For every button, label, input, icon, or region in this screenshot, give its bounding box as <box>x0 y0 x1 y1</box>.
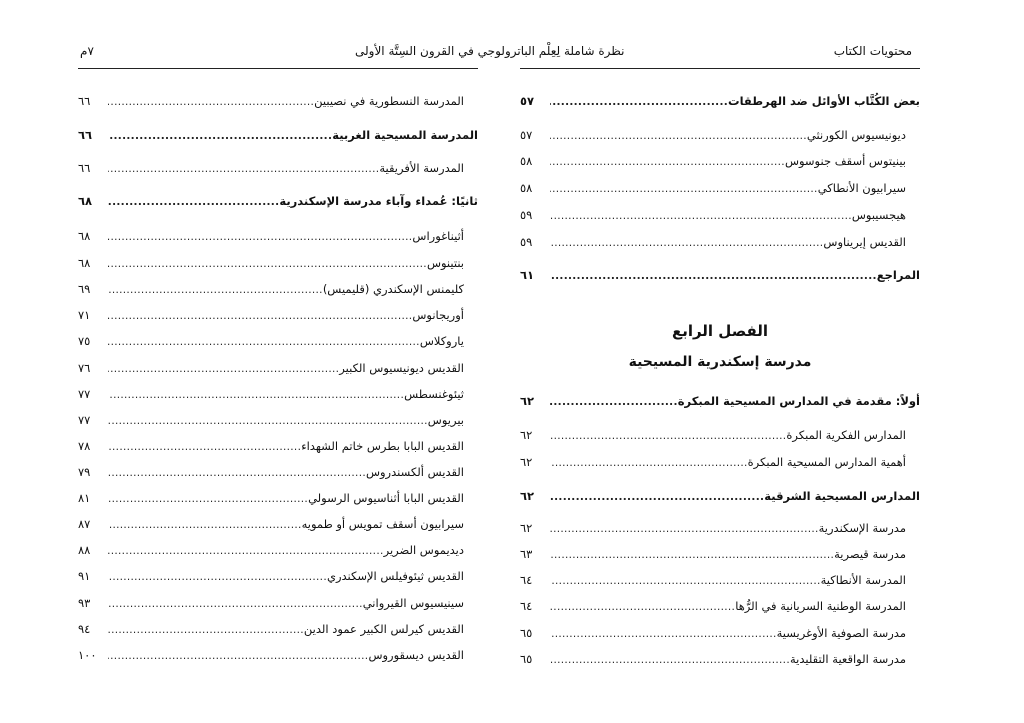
toc-entry <box>520 646 920 666</box>
toc-entry-title: القديس ديسقوروس <box>368 648 464 662</box>
toc-entry-page: ٥٧ <box>520 94 535 108</box>
toc-entry <box>78 616 478 636</box>
toc-entry-title: أوريجانوس <box>412 308 464 322</box>
toc-entry <box>78 381 478 401</box>
toc-entry-title: المدرسة الوطنية السريانية في الرُّها <box>735 599 906 613</box>
toc-entry <box>78 88 478 108</box>
toc-entry-title: أهمية المدارس المسيحية المبكرة <box>747 455 906 469</box>
toc-leader-dots <box>550 183 818 195</box>
toc-entry-page: ٧٦ <box>78 361 91 375</box>
toc-entry-page: ٦٩ <box>78 282 91 296</box>
toc-entry-title: المدرسة النسطورية في نصيبين <box>314 94 464 108</box>
toc-leader-dots <box>550 549 834 561</box>
toc-entry-title: القديس البابا أثناسيوس الرسولي <box>308 491 464 505</box>
toc-entry-title: ثيئوغنسطس <box>404 387 464 401</box>
toc-entry-page: ٦٥ <box>520 652 533 666</box>
toc-entry-page: ٦٢ <box>520 428 533 442</box>
chapter-subtitle: مدرسة إسكندرية المسيحية <box>628 354 812 370</box>
toc-leader-dots <box>108 336 420 348</box>
toc-entry-page: ٨٨ <box>78 543 91 557</box>
toc-entry-title: سيرابيون الأنطاكي <box>817 181 906 195</box>
toc-entry-page: ٦٨ <box>78 256 91 270</box>
toc-leader-dots <box>108 389 404 401</box>
toc-entry-page: ٦٢ <box>520 455 533 469</box>
toc-entry-title: بينيتوس أسقف جنوسوس <box>784 154 906 168</box>
toc-entry-page: ٦٢ <box>520 521 533 535</box>
toc-entry-page: ٩١ <box>78 569 91 583</box>
toc-entry-page: ٦٤ <box>520 599 533 613</box>
toc-leader-dots <box>550 270 877 282</box>
toc-entry-page: ٥٩ <box>520 208 533 222</box>
toc-entry-title: المدرسة الأفريقية <box>379 161 464 175</box>
toc-entry-page: ٨١ <box>78 491 91 505</box>
toc-entry-page: ٧١ <box>78 308 91 322</box>
toc-entry <box>520 483 920 503</box>
toc-leader-dots <box>108 493 308 505</box>
toc-right-column <box>520 0 920 723</box>
header-section-title: محتويات الكتاب <box>833 44 912 58</box>
toc-entry <box>520 175 920 195</box>
toc-entry <box>520 593 920 613</box>
toc-entry-title: المدرسة الأنطاكية <box>820 573 906 587</box>
toc-leader-dots <box>108 571 327 583</box>
toc-leader-dots <box>108 258 427 270</box>
toc-leader-dots <box>550 654 790 666</box>
toc-entry-title: المدرسة المسيحية الغربية <box>332 128 478 142</box>
toc-leader-dots <box>108 415 428 427</box>
toc-entry-title: القديس ديونيسيوس الكبير <box>339 361 464 375</box>
toc-entry-title: أثيناغوراس <box>412 229 464 243</box>
toc-entry <box>78 590 478 610</box>
toc-entry-page: ٦٨ <box>78 229 91 243</box>
toc-entry <box>520 148 920 168</box>
toc-leader-dots <box>550 491 764 503</box>
toc-leader-dots <box>108 467 366 479</box>
toc-leader-dots <box>108 441 301 453</box>
toc-entry <box>520 122 920 142</box>
toc-entry-title: القديس ألكسندروس <box>365 465 464 479</box>
toc-entry <box>520 449 920 469</box>
toc-entry-title: كليمنس الإسكندري (قليميس) <box>322 282 464 296</box>
toc-leader-dots <box>108 598 363 610</box>
toc-leader-dots <box>108 130 332 142</box>
toc-entry-title: ديونيسيوس الكورنثي <box>806 128 906 142</box>
toc-leader-dots <box>550 430 786 442</box>
toc-entry-title: ديديموس الضرير <box>383 543 464 557</box>
toc-entry-title: ثانيًا: عُمداء وآباء مدرسة الإسكندرية <box>279 194 478 208</box>
toc-entry-title: مدرسة الواقعية التقليدية <box>789 652 906 666</box>
toc-leader-dots <box>108 96 314 108</box>
toc-entry-title: ياروكلاس <box>419 334 464 348</box>
toc-entry <box>78 355 478 375</box>
toc-entry-page: ٦٢ <box>520 394 535 408</box>
toc-entry <box>520 262 920 282</box>
toc-entry-page: ٦٨ <box>78 194 93 208</box>
toc-entry <box>78 276 478 296</box>
toc-left-column <box>78 0 478 723</box>
toc-entry <box>78 250 478 270</box>
toc-entry <box>78 302 478 322</box>
toc-entry-title: هيجسيبوس <box>851 208 906 222</box>
toc-leader-dots <box>550 575 821 587</box>
toc-entry <box>520 88 920 108</box>
toc-entry-page: ٨٧ <box>78 517 91 531</box>
toc-entry-page: ٦٣ <box>520 547 533 561</box>
toc-leader-dots <box>108 196 279 208</box>
toc-entry <box>520 388 920 408</box>
toc-entry <box>78 642 478 662</box>
toc-entry-title: بعض الكُتَّاب الأوائل ضد الهرطقات <box>728 94 920 108</box>
header-page-number: ٧م <box>80 44 94 58</box>
toc-entry-title: سيرابيون أسقف تمويس أو طمويه <box>301 517 464 531</box>
toc-entry-title: القديس ثيئوفيلس الإسكندري <box>326 569 464 583</box>
toc-leader-dots <box>550 523 819 535</box>
toc-entry <box>78 155 478 175</box>
toc-entry-page: ٦٦ <box>78 161 91 175</box>
toc-entry-title: بنتينوس <box>426 256 464 270</box>
toc-entry-title: بيريوس <box>427 413 464 427</box>
toc-entry-page: ٥٨ <box>520 154 533 168</box>
toc-leader-dots <box>108 650 368 662</box>
toc-entry <box>78 485 478 505</box>
toc-entry <box>78 433 478 453</box>
toc-entry-page: ٥٧ <box>520 128 533 142</box>
toc-leader-dots <box>108 519 302 531</box>
toc-leader-dots <box>108 310 412 322</box>
toc-entry <box>520 620 920 640</box>
toc-entry-title: مدرسة قيصرية <box>834 547 906 561</box>
toc-entry-title: القديس البابا بطرس خاتم الشهداء <box>301 439 464 453</box>
toc-leader-dots <box>550 210 852 222</box>
chapter-title: الفصل الرابع <box>671 322 769 340</box>
toc-leader-dots <box>108 163 379 175</box>
toc-entry <box>520 567 920 587</box>
toc-leader-dots <box>550 130 807 142</box>
toc-entry-page: ٥٨ <box>520 181 533 195</box>
toc-leader-dots <box>550 96 728 108</box>
toc-entry-title: المدارس الفكرية المبكرة <box>786 428 906 442</box>
toc-entry <box>78 459 478 479</box>
toc-entry-title: أولاً: مقدمة في المدارس المسيحية المبكرة <box>677 394 920 408</box>
toc-entry <box>520 229 920 249</box>
toc-entry-page: ٦٥ <box>520 626 533 640</box>
toc-leader-dots <box>550 457 748 469</box>
toc-entry <box>520 422 920 442</box>
toc-leader-dots <box>108 545 384 557</box>
toc-entry-page: ٦١ <box>520 268 535 282</box>
toc-entry <box>78 511 478 531</box>
toc-entry-page: ٦٦ <box>78 128 93 142</box>
toc-entry <box>520 515 920 535</box>
toc-leader-dots <box>108 231 412 243</box>
toc-entry <box>520 202 920 222</box>
header-book-title: نظرة شاملة لِعِلْم الباترولوجي في القرون السِتَّة الأولى <box>355 44 625 58</box>
toc-leader-dots <box>550 237 823 249</box>
toc-leader-dots <box>550 396 678 408</box>
toc-entry-title: القديس كيرلس الكبير عمود الدين <box>303 622 464 636</box>
toc-entry-page: ٩٤ <box>78 622 91 636</box>
toc-leader-dots <box>550 601 735 613</box>
toc-entry-title: مدرسة الصوفية الأوغريسية <box>776 626 906 640</box>
toc-entry-title: القديس إيريناوس <box>823 235 906 249</box>
toc-leader-dots <box>550 628 777 640</box>
toc-entry-page: ٧٨ <box>78 439 91 453</box>
toc-entry-page: ٦٦ <box>78 94 91 108</box>
toc-leader-dots <box>550 156 785 168</box>
toc-leader-dots <box>108 624 304 636</box>
toc-entry <box>78 223 478 243</box>
toc-entry <box>78 188 478 208</box>
toc-entry-page: ٥٩ <box>520 235 533 249</box>
toc-entry-page: ٧٥ <box>78 334 91 348</box>
toc-entry-page: ٧٩ <box>78 465 91 479</box>
toc-entry-title: مدرسة الإسكندرية <box>818 521 906 535</box>
toc-leader-dots <box>108 363 339 375</box>
toc-entry-page: ٧٧ <box>78 413 91 427</box>
toc-entry-title: المراجع <box>876 268 920 282</box>
toc-entry <box>78 328 478 348</box>
toc-entry <box>78 537 478 557</box>
toc-entry-page: ٦٤ <box>520 573 533 587</box>
toc-entry-page: ٦٢ <box>520 489 535 503</box>
toc-entry-title: المدارس المسيحية الشرقية <box>764 489 920 503</box>
toc-entry-page: ٧٧ <box>78 387 91 401</box>
toc-entry-page: ١٠٠ <box>78 648 97 662</box>
toc-entry <box>520 541 920 561</box>
toc-leader-dots <box>108 284 323 296</box>
toc-entry <box>78 563 478 583</box>
toc-entry <box>78 407 478 427</box>
toc-entry-page: ٩٣ <box>78 596 91 610</box>
toc-entry <box>78 122 478 142</box>
toc-entry-title: سينيسيوس القيرواني <box>362 596 464 610</box>
